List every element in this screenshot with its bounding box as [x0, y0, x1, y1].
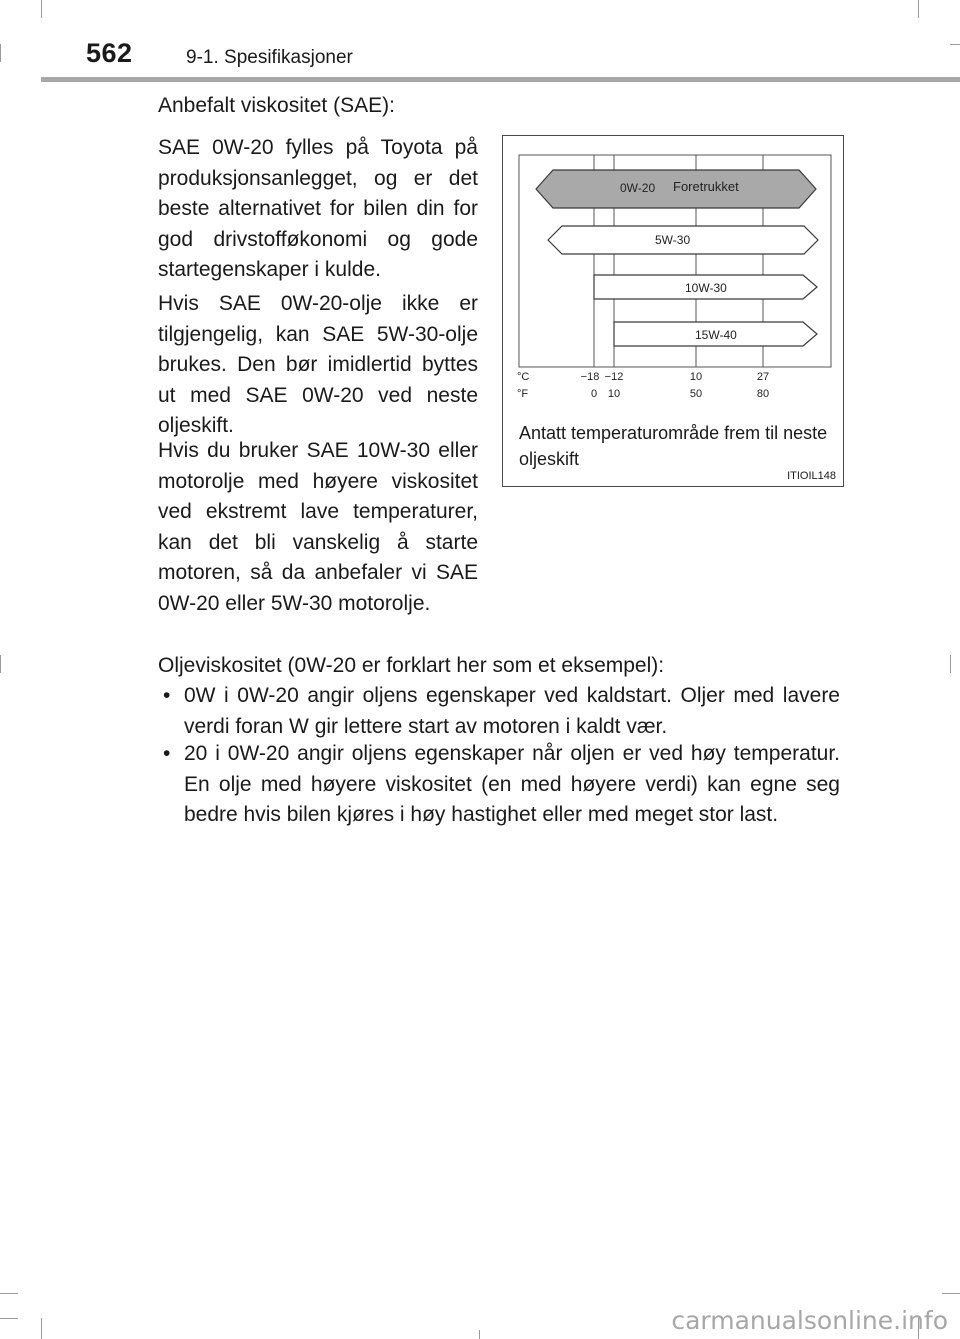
crop-mark — [0, 1318, 18, 1319]
crop-mark — [0, 655, 1, 673]
watermark: carmanualsonline.info — [671, 1306, 948, 1335]
tick-label: 27 — [756, 371, 770, 383]
list-item — [163, 681, 840, 742]
paragraph-factory-oil: SAE 0W-20 fylles på Toyota på produksjonsanlegget, og er det beste alternativet for bilen din for god drivstofføkonomi og gode startegenskaper i kulde. — [158, 136, 478, 281]
oil-viscosity-figure — [502, 135, 844, 487]
paragraph-cold-start: Hvis du bruker SAE 10W-30 eller motorolje med høyere viskositet ved ekstremt lave temperaturer, kan det bli vanskelig å starte motoren, så da anbefaler vi SAE 0W-20 eller 5W-30 motorolje. — [158, 439, 478, 615]
page-number: 562 — [86, 38, 133, 68]
bullet-symbol: • — [163, 684, 171, 707]
tick-label: 80 — [756, 388, 770, 400]
oil-label-0w20: 0W-20 — [620, 181, 656, 195]
figure-caption: Antatt temperaturområde frem til neste oljeskift — [519, 423, 828, 469]
crop-mark — [0, 1293, 18, 1294]
tick-label: 10 — [607, 388, 621, 400]
preferred-label: Foretrukket — [673, 179, 739, 194]
tick-label: 10 — [689, 371, 703, 383]
crop-mark — [918, 0, 919, 18]
paragraph-viscosity-explained: Oljeviskositet (0W-20 er forklart her som et eksempel): — [158, 654, 665, 677]
crop-mark — [479, 1330, 480, 1339]
paragraph-alternative-oil: Hvis SAE 0W-20-olje ikke er tilgjengelig, kan SAE 5W-30-olje brukes. Den bør imidlertid byttes ut med SAE 0W-20 ved neste oljeskift. — [158, 292, 478, 437]
tick-label: 0 — [590, 388, 598, 400]
section-title: 9-1. Spesifikasjoner — [186, 47, 353, 68]
list-item — [163, 739, 840, 831]
crop-mark — [942, 1293, 960, 1294]
bullet-symbol: • — [163, 742, 171, 765]
celsius-unit: °C — [517, 371, 530, 383]
tick-label: −12 — [604, 371, 624, 383]
viscosity-heading: Anbefalt viskositet (SAE): — [158, 94, 395, 117]
crop-mark — [41, 1318, 42, 1339]
bullet-text: 0W i 0W-20 angir oljens egenskaper ved kaldstart. Oljer med lavere verdi foran W gir lettere start av motoren i kaldt vær. — [184, 684, 840, 738]
crop-mark — [950, 44, 960, 45]
crop-mark — [0, 44, 1, 62]
fahrenheit-unit: °F — [517, 388, 529, 400]
oil-label-5w30: 5W-30 — [655, 233, 691, 247]
oil-label-10w30: 10W-30 — [685, 281, 727, 295]
crop-mark — [41, 0, 42, 18]
crop-mark — [950, 655, 951, 673]
oil-label-15w40: 15W-40 — [695, 328, 737, 342]
tick-label: 50 — [689, 388, 703, 400]
header-rule — [41, 77, 960, 82]
bullet-text: 20 i 0W-20 angir oljens egenskaper når oljen er ved høy temperatur. En olje med høyere viskositet (en med høyere verdi) kan egne seg bedre hvis bilen kjøres i høy hastighet eller med meget stor last. — [184, 742, 840, 826]
figure-id: ITIOIL148 — [787, 470, 836, 482]
tick-label: −18 — [580, 371, 600, 383]
